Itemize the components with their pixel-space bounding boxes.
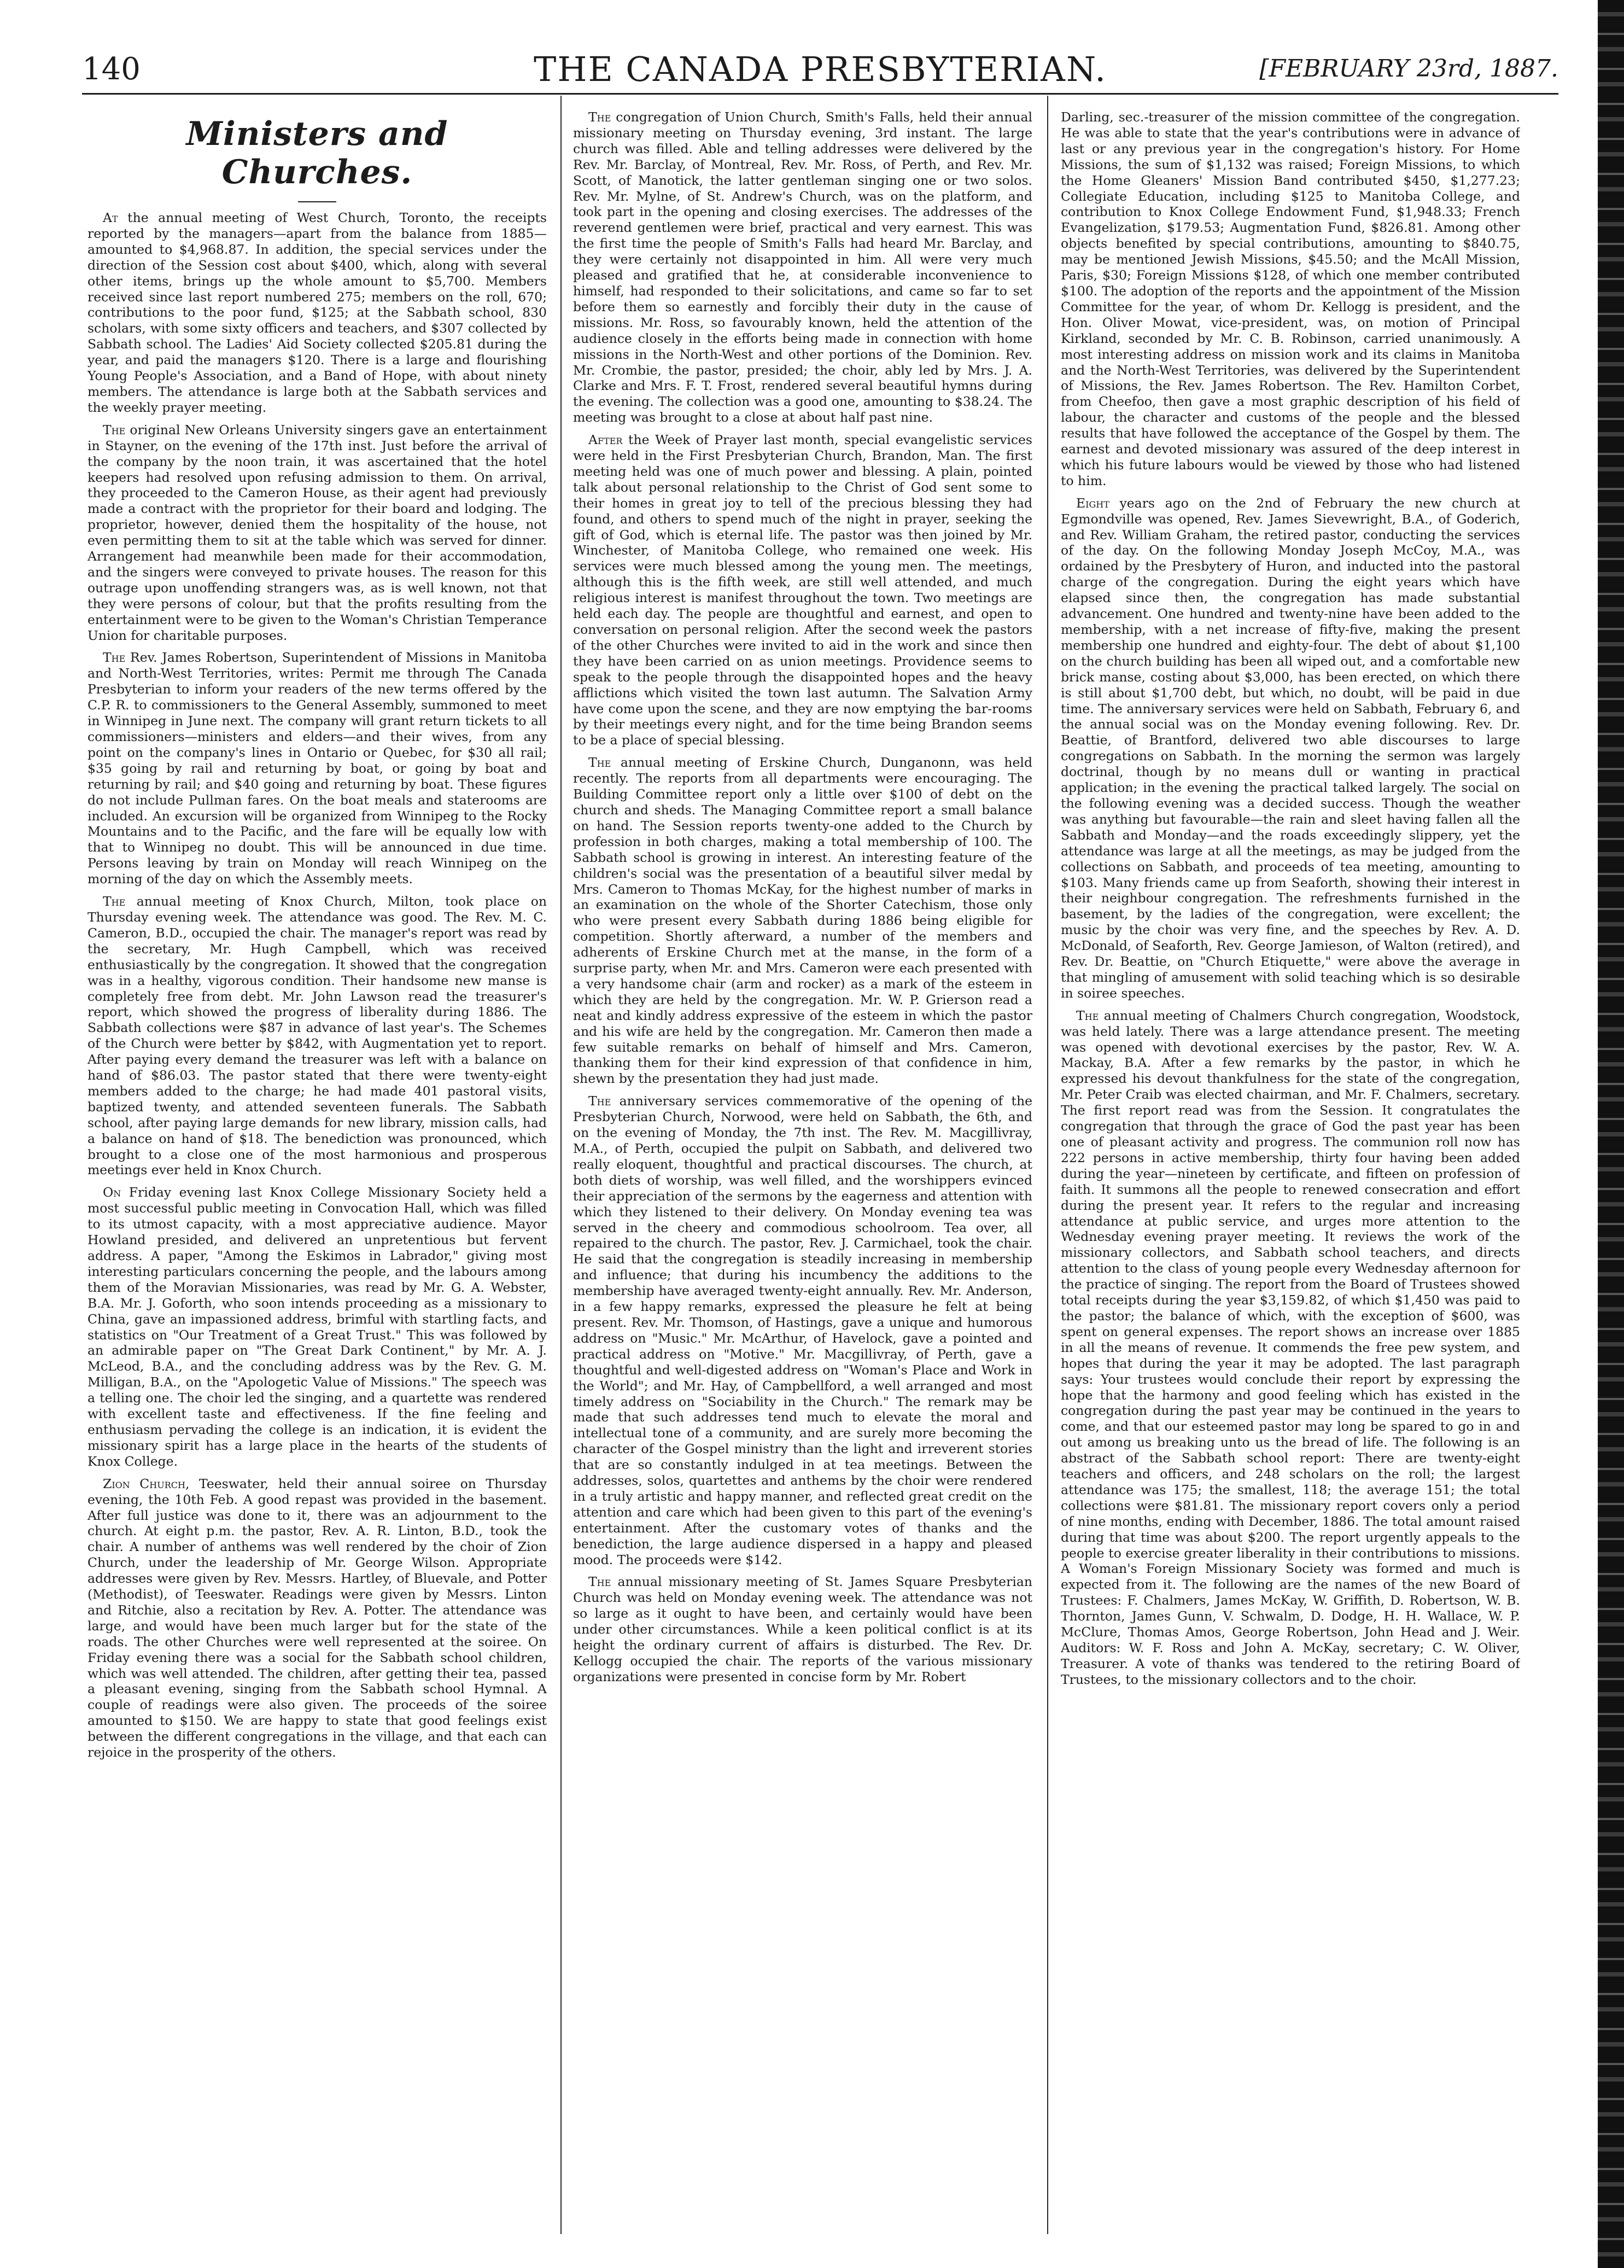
article-lead: The: [588, 755, 611, 771]
article-lead: The: [1076, 1007, 1099, 1023]
article-union-church: [573, 109, 1032, 425]
article-lead: The: [103, 894, 126, 909]
article-chalmers-church: [1061, 1008, 1520, 1688]
column-divider-1: [560, 96, 562, 2234]
article-st-james-continued: [1061, 109, 1520, 489]
column-1: [87, 109, 547, 2242]
article-text: Darling, sec.-treasurer of the mission committee of the congregation. He was able to state that the year's contributions were in advance of last or any previous year in the congregation's history. For Home Missions, the sum of $1,132 was raised; Foreign Missions, to which the Home Gleaners' Mission Band contributed $450, $1,277.23; Collegiate Education, including $125 to Manitoba College, and contribution to Knox College Endowment Fund, $1,948.33; French Evangelization, $179.53; Augmentation Fund, $826.81. Among other objects benefited by special contributions, amounting to $840.75, may be mentioned Jewish Missions, $45.50; and the McAll Mission, Paris, $30; Foreign Missions $128, of which one member contributed $100. The adoption of the reports and the appointment of the Mission Committee for the year, of whom Dr. Kellogg is president, and the Hon. Oliver Mowat, vice-president, was, on motion of Principal Kirkland, seconded by Mr. C. B. Robinson, carried unanimously. A most interesting address on mission work and its claims in Manitoba and the North-West Territories, was delivered by the Superintendent of Missions, the Rev. James Robertson. The Rev. Hamilton Corbet, from Cheefoo, then gave a most graphic description of his field of labour, the character and customs of the people and the blessed results that have followed the acceptance of the Gospel by them. The earnest and devoted missionary was assured of the deep interest in which his future labours would be viewed by those who had listened to him.: [1061, 109, 1520, 488]
article-text: anniversary services commemorative of the opening of the Presbyterian Church, Norwood, were held on Sabbath, the 6th, and on the evening of Monday, the 7th inst. The Rev. M. Macgillivray, M.A., of Perth, occupied the pulpit on Sabbath, and delivered two really eloquent, thoughtful and practical discourses. The church, at both diets of worship, was well filled, and the worshippers evinced their appreciation of the sermons by the eagerness and attention with which they listened to their delivery. On Monday evening tea was served in the cheery and commodious schoolroom. Tea over, all repaired to the church. The pastor, Rev. J. Carmichael, took the chair. He said that the congregation is steadily increasing in membership and influence; that during his incumbency the additions to the membership have averaged twenty-eight annually. Rev. Mr. Anderson, in a few happy remarks, expressed the pleasure he felt at being present. Rev. Mr. Thomson, of Hastings, gave a unique and humorous address on "Music." Mr. McArthur, of Havelock, gave a pointed and practical address on "Motive." Mr. Macgillivray, of Perth, gave a thoughtful and well-digested address on "Woman's Place and Work in the World"; and Mr. Hay, of Campbellford, a well arranged and most timely address on "Sociability in the Church." The remark may be made that such addresses tend much to elevate the moral and intellectual tone of a community, and are surely more becoming the character of the Gospel ministry than the light and irreverent stories that are so constantly indulged in at tea meetings. Between the addresses, solos, quartettes and anthems by the choir were rendered in a truly artistic and happy manner, and reflected great credit on the attention and care which had been given to this part of the evening's entertainment. After the customary votes of thanks and the benediction, the large audience dispersed in a happy and pleased mood. The proceeds were $142.: [573, 1093, 1032, 1567]
article-text: Friday evening last Knox College Missionary Society held a most successful public meeting in Convocation Hall, which was filled to its utmost capacity, with a most appreciative audience. Mayor Howland presided, and delivered an unpretentious but fervent address. A paper, "Among the Eskimos in Labrador," giving most interesting particulars concerning the people, and the labours among them of the Moravian Missionaries, was read by Mr. G. A. Webster, B.A. Mr. J. Goforth, who soon intends proceeding as a missionary to China, gave an impassioned address, brimful with startling facts, and statistics on "Our Treatment of a Great Trust." This was followed by an admirable paper on "The Great Dark Continent," by Mr. A. J. McLeod, B.A., and the concluding address was by the Rev. G. M. Milligan, B.A., on the "Apologetic Value of Missions." The speech was a telling one. The choir led the singing, and a quartette was rendered with excellent taste and effectiveness. If the fine feeling and enthusiasm pervading the college is an indication, it is evident the missionary spirit has a large place in the hearts of the students of Knox College.: [87, 1185, 547, 1469]
article-text: annual meeting of Chalmers Church congregation, Woodstock, was held lately. There was a large attendance present. The meeting was opened with devotional exercises by the pastor, Rev. W. A. Mackay, B.A. After a few remarks by the pastor, in which he expressed his devout thankfulness for the state of the congregation, Mr. Peter Craib was elected chairman, and Mr. F. Chalmers, secretary. The first report read was from the Session. It congratulates the congregation that through the grace of God the past year has been one of pleasant activity and progress. The communion roll now has 222 persons in active membership, thirty four having been added during the year—nineteen by certificate, and fifteen on profession of faith. It summons all the people to renewed consecration and effort during the present year. It refers to the regular and increasing attendance at public service, and urges more attention to the Wednesday evening prayer meeting. It reviews the work of the missionary collectors, and Sabbath school teachers, and directs attention to the class of young people every Wednesday afternoon for the practice of singing. The report from the Board of Trustees showed total receipts during the year $3,159.82, of which $1,450 was paid to the pastor; the balance of which, with the exception of $600, was spent on general expenses. The report shows an increase over 1885 in all the means of revenue. It commends the free pew system, and hopes that during the year it may be adopted. The last paragraph says: Your trustees would conclude their report by expressing the hope that the harmony and good feeling which has existed in the congregation during the past year may be continued in the years to come, and that our esteemed pastor may long be spared to go in and out among us breaking unto us the bread of life. The following is an abstract of the Sabbath school report: There are twenty-eight teachers and officers, and 248 scholars on the roll; the largest attendance was 175; the smallest, 118; the average 151; the total collections were $81.81. The missionary report covers only a period of nine months, ending with December, 1886. The total amount raised during that time was about $200. The report urgently appeals to the people to exercise greater liberality in their contributions to missions. A Woman's Foreign Missionary Society was formed and much is expected from it. The following are the names of the new Board of Trustees: F. Chalmers, James McKay, W. Griffith, D. Robertson, W. B. Thornton, James Gunn, V. Schwalm, D. Dodge, H. H. Wallace, W. P. McClure, Thomas Amos, George Robertson, John Head and J. Weir. Auditors: W. F. Ross and John A. McKay, secretary; C. W. Oliver, Treasurer. A vote of thanks was tendered to the retiring Board of Trustees, to the missionary collectors and to the choir.: [1061, 1007, 1520, 1687]
article-new-orleans-singers: [87, 422, 547, 644]
column-divider-2: [1047, 96, 1048, 2234]
masthead: [82, 49, 1558, 88]
scan-edge: [1598, 0, 1624, 2268]
article-text: annual meeting of Knox Church, Milton, took place on Thursday evening week. The attendance was good. The Rev. M. C. Cameron, B.D., occupied the chair. The manager's report was read by the secretary, Mr. Hugh Campbell, which was received enthusiastically by the congregation. It showed that the congregation was in a healthy, vigorous condition. Their handsome new manse is completely free from debt. Mr. John Lawson read the treasurer's report, which showed the progress of liberality during 1886. The Sabbath collections were $87 in advance of last year's. The Schemes of the Church were better by $842, with Augmentation yet to report. After paying every demand the treasurer was left with a balance on hand of $86.03. The pastor stated that there were twenty-eight members added to the charge; he had made 401 pastoral visits, baptized twenty, and attended seventeen funerals. The Sabbath school, after paying large demands for new library, mission calls, had a balance on hand of $18. The benediction was pronounced, which brought to a close one of the most harmonious and prosperous meetings ever held in Knox Church.: [87, 894, 547, 1178]
article-james-robertson: [87, 650, 547, 887]
article-text: the Week of Prayer last month, special evangelistic services were held in the First Presbyterian Church, Brandon, Man. The first meeting held was one of much power and blessing. A plain, pointed talk about personal relationship to the Christ of God sent some to their homes in great joy to tell of the precious blessing they had found, and others to spend much of the night in prayer, seeking the gift of God, which is eternal life. The pastor was then joined by Mr. Winchester, of Manitoba College, who remained one week. His services were much blessed among the young men. The meetings, although this is the fifth week, are still well attended, and much religious interest is manifest throughout the town. Two meetings are held each day. The people are thoughtful and earnest, and open to conversation on personal religion. After the second week the pastors of the other Churches were invited to aid in the work and since then they have been carried on as union meetings. Providence seems to speak to the people through the disappointed hopes and the heavy afflictions which visited the town last autumn. The Salvation Army have come upon the scene, and they are now emptying the bar-rooms by their meetings every night, and for the time being Brandon seems to be a place of special blessing.: [573, 432, 1032, 748]
article-text: years ago on the 2nd of February the new church at Egmondville was opened, Rev. James Sievewright, B.A., of Goderich, and Rev. William Graham, the retired pastor, conducting the services of the day. On the following Monday Joseph McCoy, M.A., was ordained by the Presbytery of Huron, and inducted into the pastoral charge of the congregation. During the eight years which have elapsed since then, the congregation has made substantial advancement. One hundred and twenty-nine have been added to the membership, with a net increase of fifty-five, making the present membership one hundred and eighty-four. The debt of about $1,100 on the church building has been all wiped out, and a comfortable new brick manse, costing about $3,000, has been erected, on which there is still about $1,700 debt, but which, no doubt, will be paid in due time. The anniversary services were held on Sabbath, February 6, and the annual social was on the Monday evening following. Rev. Dr. Beattie, of Brantford, delivered two able discourses to large congregations on Sabbath. In the morning the sermon was largely doctrinal, though by no means dull or wanting in practical application; in the evening the practical talked largely. The social on the following evening was a decided success. Though the weather was anything but favourable—the rain and sleet having fallen all the Sabbath and Monday—and the roads exceedingly slippery, yet the attendance was large at all the meetings, as may be judged from the collections on Sabbath, and proceeds of tea meeting, amounting to $103. Many friends came up from Seaforth, showing their interest in their neighbour congregation. The refreshments furnished in the basement, by the ladies of the congregation, were excellent; the music by the choir was very fine, and the speeches by Rev. A. D. McDonald, of Seaforth, Rev. George Jamieson, of Walton (retired), and Rev. Dr. Beattie, on "Church Etiquette," were above the average in that mingling of amusement with solid teaching which is so desirable in soiree speeches.: [1061, 495, 1520, 1001]
article-erskine-church: [573, 755, 1032, 1087]
issue-date: [FEBRUARY 23rd, 1887.: [1259, 55, 1558, 83]
article-lead: Zion Church,: [103, 1476, 190, 1491]
article-norwood-anniversary: [573, 1093, 1032, 1567]
article-text: the annual meeting of West Church, Toronto, the receipts reported by the managers—apart from the balance from 1885—amounted to $4,968.87. In addition, the special services under the direction of the Session cost about $400, which, along with several other items, brings up the whole amount to $5,700. Members received since last report numbered 275; members on the roll, 670; contributions to the poor fund, $125; at the Sabbath school, 830 scholars, with some sixty officers and teachers, and $307 collected by Sabbath school. The Ladies' Aid Society collected $205.81 during the year, and paid the managers $120. There is a large and flourishing Young People's Association, and a Band of Hope, with about ninety members. The attendance is large both at the Sabbath services and the weekly prayer meeting.: [87, 210, 547, 415]
article-lead: The: [588, 1093, 611, 1109]
masthead-rule: [82, 93, 1558, 95]
article-text: Rev. James Robertson, Superintendent of Missions in Manitoba and North-West Territories, writes: Permit me through The Canada Presbyterian to inform your readers of the new terms offered by the C.P. R. to commissioners to the General Assembly, summoned to meet in Winnipeg in June next. The company will grant return tickets to all commissioners—ministers and elders—and their wives, from any point on the company's lines in Ontario or Quebec, for $30 all rail; $35 going by rail and returning by boat, or going by boat and returning by rail; and $40 going and returning by boat. These figures do not include Pullman fares. On the boat meals and staterooms are included. An excursion will be organized from Winnipeg to the Rocky Mountains and to the Pacific, and the fare will be equally low with that to Winnipeg no doubt. This will be announced in due time. Persons leaving by train on Monday will reach Winnipeg on the morning of the day on which the Assembly meets.: [87, 650, 547, 887]
article-lead: On: [103, 1185, 121, 1200]
column-3: [1061, 109, 1520, 2242]
article-knox-church-milton: [87, 894, 547, 1178]
article-lead: The: [103, 422, 126, 438]
article-lead: The: [103, 650, 126, 666]
article-knox-college-society: [87, 1185, 547, 1469]
article-lead: After: [588, 432, 623, 448]
article-text: annual meeting of Erskine Church, Dunganonn, was held recently. The reports from all departments were encouraging. The Building Committee report only a little over $100 of debt on the church and sheds. The Managing Committee report a small balance on hand. The Session reports twenty-one added to the Church by profession in both charges, making a total membership of 100. The Sabbath school is growing in interest. An interesting feature of the children's social was the presentation of a beautiful silver medal by Mrs. Cameron to Thomas McKay, for the highest number of marks in an examination on the whole of the Shorter Catechism, those only who were present every Sabbath during 1886 being eligible for competition. Shortly afterward, a number of the members and adherents of Erskine Church met at the manse, in the form of a surprise party, when Mr. and Mrs. Cameron were each presented with a very handsome chair (arm and rocker) as a mark of the esteem in which they are held by the congregation. Mr. W. P. Grierson read a neat and kindly address expressive of the esteem in which the pastor and his wife are held by the congregation. Mr. Cameron then made a few suitable remarks on behalf of himself and Mrs. Cameron, thanking them for their kind expression of that confidence in him, shewn by the presentation they had just made.: [573, 755, 1032, 1087]
article-west-church: [87, 210, 547, 416]
heading-rule: [298, 201, 336, 202]
article-text: annual missionary meeting of St. James Square Presbyterian Church was held on Monday evening week. The attendance was not so large as it ought to have been, and certainly would have been under other circumstances. While a keen political conflict is at its height the ordinary current of affairs is disturbed. The Rev. Dr. Kellogg occupied the chair. The reports of the various missionary organizations were presented in concise form by Mr. Robert: [573, 1574, 1032, 1684]
article-text: Teeswater, held their annual soiree on Thursday evening, the 10th Feb. A good repast was provided in the basement. After full justice was done to it, there was an adjournment to the church. At eight p.m. the pastor, Rev. A. R. Linton, B.D., took the chair. A number of anthems was well rendered by the choir of Zion Church, under the leadership of Mr. George Wilson. Appropriate addresses were given by Rev. Messrs. Hartley, of Bluevale, and Potter (Methodist), of Teeswater. Readings were given by Messrs. Linton and Ritchie, also a recitation by Rev. A. Potter. The attendance was large, and would have been much larger but for the state of the roads. The other Churches were well represented at the soiree. On Friday evening there was a social for the Sabbath school children, which was well attended. The children, after getting their tea, passed a pleasant evening, singing from the Sabbath school Hymnal. A couple of readings were also given. The proceeds of the soiree amounted to $150. We are happy to state that good feelings exist between the different congregations in the village, and that each can rejoice in the prosperity of the others.: [87, 1476, 547, 1760]
article-lead: The: [588, 1574, 611, 1590]
article-text: congregation of Union Church, Smith's Falls, held their annual missionary meeting on Thursday evening, 3rd instant. The large church was filled. Able and telling addresses were delivered by the Rev. Mr. Barclay, of Montreal, Rev. Mr. Ross, of Perth, and Rev. Mr. Scott, of Manotick, the latter gentleman singing one or two solos. Rev. Mr. Mylne, of St. Andrew's Church, was on the platform, and took part in the opening and closing exercises. The addresses of the reverend gentlemen were brief, practical and very earnest. This was the first time the people of Smith's Falls had heard Mr. Barclay, and they were certainly not disappointed in him. All were very much pleased and gratified that he, at considerable inconvenience to himself, had responded to their solicitations, and came so far to set before them so earnestly and forcibly their duty in the cause of missions. Mr. Ross, so favourably known, held the attention of the audience closely in the efforts being made in connection with home missions in the North-West and other portions of the Dominion. Rev. Mr. Crombie, the pastor, presided; the choir, ably led by Mrs. J. A. Clarke and Mrs. F. T. Frost, rendered several beautiful hymns during the evening. The collection was a good one, amounting to $38.24. The meeting was brought to a close at about half past nine.: [573, 109, 1032, 425]
article-lead: Eight: [1076, 495, 1109, 511]
article-brandon-services: [573, 432, 1032, 748]
article-text: original New Orleans University singers gave an entertainment in Stayner, on the evening of the 17th inst. Just before the arrival of the company by the noon train, it was ascertained that the hotel keepers had resolved upon refusing admission to them. On arrival, they proceeded to the Cameron House, as their agent had previously made a contract with the proprietor for their board and lodging. The proprietor, however, denied them the hospitality of the house, not even permitting them to sit at the table which was served for dinner. Arrangement had meanwhile been made for their accommodation, and the singers were conveyed to private houses. The reason for this outrage upon unoffending strangers was, as is well known, not that they were persons of colour, but that the profits resulting from the entertainment were to be given to the Woman's Christian Temperance Union for charitable purposes.: [87, 422, 547, 643]
article-zion-church: [87, 1476, 547, 1760]
page-number: 140: [82, 51, 141, 87]
section-heading: Ministers and Churches.: [186, 115, 448, 191]
column-2: [573, 109, 1032, 2242]
article-egmondville: [1061, 495, 1520, 1001]
paper-title: THE CANADA PRESBYTERIAN.: [534, 49, 1107, 89]
article-st-james-square: [573, 1574, 1032, 1684]
article-lead: The: [588, 109, 611, 125]
article-lead: At: [103, 210, 118, 225]
